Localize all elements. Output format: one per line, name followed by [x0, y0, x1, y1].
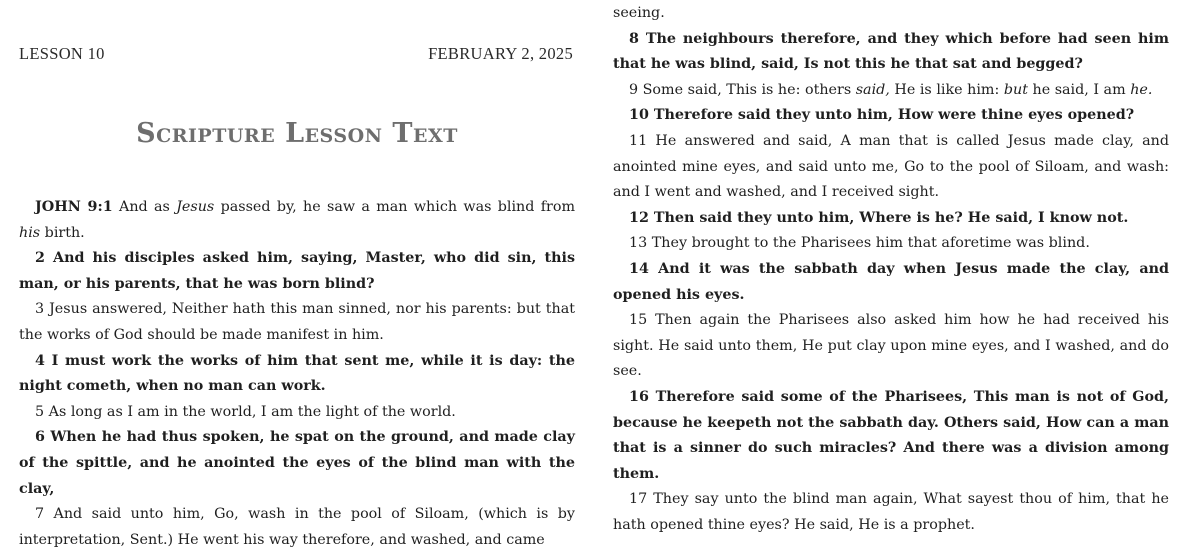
lesson-date: FEBRUARY 2, 2025 — [428, 44, 573, 63]
verse-7: 7 And said unto him, Go, wash in the pool of Siloam, (which is by interpretation, Sent.) He went his way therefore, and washed, and came — [19, 506, 575, 548]
verse-1: JOHN 9:1 And as Jesus passed by, he saw a man which was blind from his birth. — [19, 199, 576, 241]
verse-11: 11 He answered and said, A man that is called Jesus made clay, and anointed mine eyes, and said unto me, Go to the pool of Siloam, and wash: and I went and washed, and I received sight. — [613, 132, 1169, 201]
page-title: Scripture Lesson Text — [136, 118, 458, 149]
verse-7-continued: seeing. — [613, 5, 665, 21]
page-header — [19, 44, 573, 64]
verse-13: 13 They brought to the Pharisees him that aforetime was blind. — [629, 235, 1090, 252]
verse-12: 12 Then said they unto him, Where is he? He said, I know not. — [629, 209, 1129, 226]
verse-6: 6 When he had thus spoken, he spat on the ground, and made clay of the spittle, and he anointed the eyes of the blind man with the clay, — [19, 429, 575, 497]
verse-16: 16 Therefore said some of the Pharisees, This man is not of God, because he keepeth not the sabbath day. Others said, How can a man that is a sinner do such miracles? And there was a division among them. — [613, 388, 1169, 482]
verse-9: 9 Some said, This is he: others said, He is like him: but he said, I am he. — [629, 81, 1153, 98]
verse-17: 17 They say unto the blind man again, What sayest thou of him, that he hath opened thine eyes? He said, He is a prophet. — [613, 491, 1169, 533]
verse-4: 4 I must work the works of him that sent me, while it is day: the night cometh, when no man can work. — [19, 352, 575, 395]
verse-5: 5 As long as I am in the world, I am the light of the world. — [35, 403, 456, 420]
verse-8: 8 The neighbours therefore, and they which before had seen him that he was blind, said, Is not this he that sat and begged? — [613, 30, 1169, 73]
verse-14: 14 And it was the sabbath day when Jesus made the clay, and opened his eyes. — [613, 260, 1169, 303]
verse-2: 2 And his disciples asked him, saying, Master, who did sin, this man, or his parents, that he was born blind? — [19, 250, 575, 292]
right-column — [613, 1, 1169, 538]
verse-reference: JOHN 9:1 — [35, 199, 113, 215]
verse-15: 15 Then again the Pharisees also asked him how he had received his sight. He said unto them, He put clay upon mine eyes, and I washed, and do see. — [613, 312, 1169, 380]
verse-3: 3 Jesus answered, Neither hath this man sinned, nor his parents: but that the works of God should be made manifest in him. — [19, 301, 575, 343]
left-column — [19, 195, 575, 553]
lesson-number: LESSON 10 — [19, 44, 105, 63]
verse-10: 10 Therefore said they unto him, How were thine eyes opened? — [629, 107, 1135, 124]
